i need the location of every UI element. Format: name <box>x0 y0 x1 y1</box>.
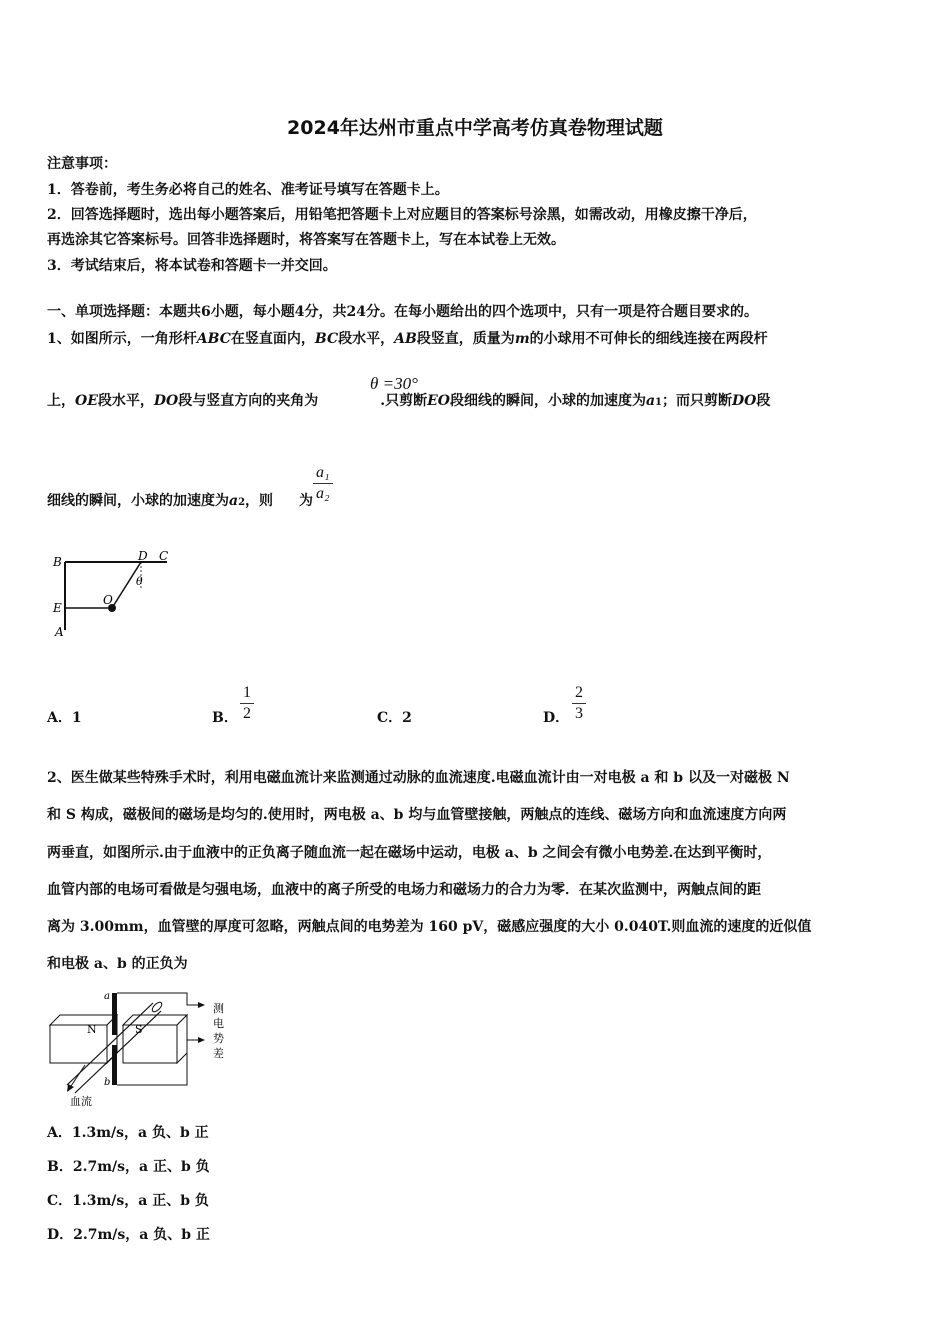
label-s: S <box>135 1023 143 1036</box>
magnet-n <box>50 1025 107 1063</box>
label-e: E <box>53 601 62 615</box>
rod-figure <box>45 548 180 643</box>
label-theta: θ <box>136 575 143 588</box>
label-a: a <box>104 991 110 1002</box>
q1-option-c[interactable]: C．2 <box>377 710 412 726</box>
notice-item-2: 2．回答选择题时，选出每小题答案后，用铅笔把答题卡上对应题目的答案标号涂黑，如需改动，用橡皮擦干净后， <box>47 207 757 223</box>
q2-line-3: 两垂直，如图所示.由于血液中的正负离子随血流一起在磁场中运动，电极 a、b 之间会有微小电势差.在达到平衡时， <box>47 845 772 861</box>
label-a: A <box>55 625 64 639</box>
notice-item-3: 3．考试结束后，将本试卷和答题卡一并交回。 <box>47 258 337 274</box>
q2-option-b[interactable]: B．2.7m/s，a 正、b 负 <box>47 1159 210 1175</box>
q1-line-2: 上，OE段水平，DO段与竖直方向的夹角为 .只剪断EO段细线的瞬间，小球的加速度为a1；而只剪断DO段 <box>47 393 771 409</box>
section-heading: 一、单项选择题：本题共6小题，每小题4分，共24分。在每小题给出的四个选项中，只有一项是符合题目要求的。 <box>47 304 758 320</box>
ratio-fraction: $\frac{\text{a₁}}{\text{a₂}}$ <box>313 463 333 504</box>
label-b: B <box>53 555 62 569</box>
electrode-a <box>112 993 117 1035</box>
label-b: b <box>104 1077 111 1088</box>
theta-formula: θ =30° <box>370 374 418 393</box>
label-measure-4: 差 <box>213 1047 224 1060</box>
notice-item-2-cont: 再选涂其它答案标号。回答非选择题时，将答案写在答题卡上，写在本试卷上无效。 <box>47 232 565 248</box>
label-blood-flow: 血流 <box>70 1095 92 1108</box>
flowmeter-figure <box>45 985 240 1110</box>
q1-option-a[interactable]: A．1 <box>47 710 82 726</box>
q2-option-d[interactable]: D．2.7m/s，a 负、b 正 <box>47 1227 210 1243</box>
label-c: C <box>159 549 169 563</box>
q2-line-2: 和 S 构成，磁极间的磁场是均匀的.使用时，两电极 a、b 均与血管壁接触，两触点的连线、磁场方向和血流速度方向两 <box>47 807 787 823</box>
q2-option-a[interactable]: A．1.3m/s，a 负、b 正 <box>47 1125 209 1141</box>
magnet-n-top <box>50 1015 117 1025</box>
notice-item-1: 1．答卷前，考生务必将自己的姓名、准考证号填写在答题卡上。 <box>47 182 449 198</box>
q1-line-1: 1、如图所示，一角形杆ABC在竖直面内，BC段水平，AB段竖直，质量为m的小球用不可伸长的细线连接在两段杆 <box>47 331 768 347</box>
q2-line-6: 和电极 a、b 的正负为 <box>47 956 188 972</box>
magnet-s <box>123 1025 177 1063</box>
notice-heading: 注意事项： <box>47 156 117 172</box>
label-measure-2: 电 <box>213 1017 224 1030</box>
q1-option-b[interactable]: B． <box>212 710 238 726</box>
page-title: 2024年达州市重点中学高考仿真卷物理试题 <box>287 117 663 139</box>
label-measure-3: 势 <box>213 1032 224 1045</box>
electrode-b <box>112 1045 117 1085</box>
q2-line-4: 血管内部的电场可看做是匀强电场，血液中的离子所受的电场力和磁场力的合力为零．在某次监测中，两触点间的距 <box>47 882 761 898</box>
q1-option-d-fraction: $\frac{2}{3}$ <box>572 683 586 724</box>
q1-option-d[interactable]: D． <box>543 710 570 726</box>
q1-option-b-fraction: $\frac{1}{2}$ <box>240 683 254 724</box>
label-d: D <box>138 549 148 563</box>
label-o: O <box>103 593 113 607</box>
q1-line-3: 细线的瞬间，小球的加速度为a2，则 为 <box>47 493 314 509</box>
q2-line-5: 离为 3.00mm，血管壁的厚度可忽略，两触点间的电势差为 160 pV，磁感应强度的大小 0.040T.则血流的速度的近似值 <box>47 919 812 935</box>
label-n: N <box>87 1023 97 1036</box>
q2-option-c[interactable]: C．1.3m/s，a 正、b 负 <box>47 1193 209 1209</box>
label-measure-1: 测 <box>213 1002 224 1015</box>
q2-line-1: 2、医生做某些特殊手术时，利用电磁血流计来监测通过动脉的血流速度.电磁血流计由一对电极 a 和 b 以及一对磁极 N <box>47 770 790 786</box>
